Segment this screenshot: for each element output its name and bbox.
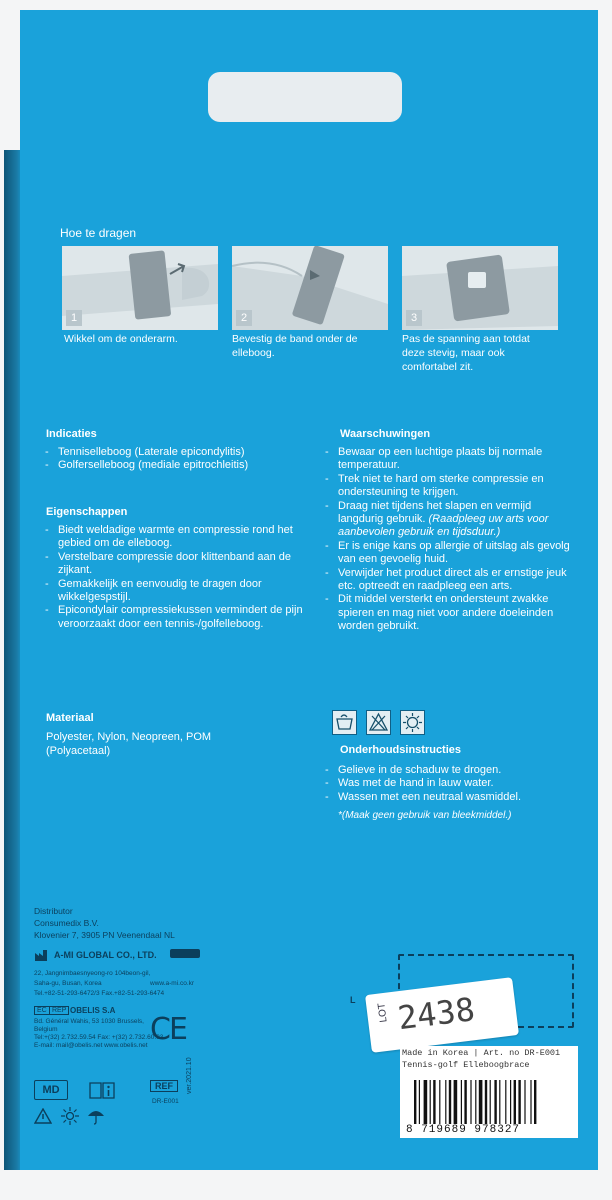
list-item: - Gelieve in de schaduw te drogen. [322, 764, 572, 777]
manufacturer-name: A-MI GLOBAL CO., LTD. [54, 950, 157, 960]
ec-badge: EC [34, 1006, 50, 1015]
step-2-number: 2 [236, 310, 252, 326]
ami-logo [170, 949, 200, 958]
list-item: - Golferselleboog (mediale epitrochleitis) [42, 459, 312, 472]
lot-number: 2438 [395, 990, 477, 1038]
onderhoud-note: *(Maak geen gebruik van bleekmiddel.) [338, 810, 512, 821]
list-item: - Verwijder het product direct als er ernstige jeuk etc. optreedt en raadpleeg een arts. [322, 567, 572, 594]
materiaal-text: Polyester, Nylon, Neopreen, POM (Polyacetaal) [46, 731, 212, 757]
ce-mark: CE [150, 1012, 186, 1047]
manufacturer-icon [34, 948, 48, 962]
lot-frame-label: L [350, 995, 356, 1005]
elbow-band-icon [232, 246, 388, 330]
list-item: - Gemakkelijk en eenvoudig te dragen door wikkelgespstijl. [42, 578, 304, 605]
list-item: - Verstelbare compressie door klittenband aan de zijkant. [42, 551, 304, 578]
step-2-illustration [232, 246, 388, 330]
lot-label: LOT [376, 1002, 390, 1023]
onderhoud-list [322, 764, 572, 804]
adjust-tension-icon [402, 246, 558, 330]
waarschuwingen-title: Waarschuwingen [340, 428, 431, 440]
rep-badge: REP [49, 1006, 69, 1015]
ec-rep-line4: E-mail: mail@obelis.net www.obelis.net [34, 1042, 148, 1049]
how-to-title: Hoe te dragen [60, 226, 137, 240]
barcode-bars [414, 1080, 570, 1124]
list-item: - Epicondylair compressiekussen vermindert de pijn veroorzaakt door een tennis-/golfelleboog. [42, 604, 304, 631]
product-label-line1: Made in Korea | Art. no DR-E001 [402, 1048, 561, 1058]
list-item: - Wassen met een neutraal wasmiddel. [322, 791, 572, 804]
list-item: - Draag niet tijdens het slapen en vermijd langdurig gebruik. (Raadpleeg uw arts voor aanbevolen gebruik en tijdsduur.) [322, 500, 572, 540]
distributor-label: Distributor [34, 906, 73, 916]
indicaties-title: Indicaties [46, 428, 97, 440]
indicaties-list [42, 446, 312, 473]
distributor-address: Klovenier 7, 3905 PN Veenendaal NL [34, 930, 175, 940]
ec-rep-name: OBELIS S.A [70, 1006, 116, 1015]
hand-wash-icon [332, 710, 357, 735]
step-1-caption: Wikkel om de onderarm. [64, 333, 178, 345]
list-item: - Tenniselleboog (Laterale epicondylitis) [42, 446, 312, 459]
keep-away-from-sunlight-icon [60, 1106, 80, 1126]
materiaal-title: Materiaal [46, 712, 94, 724]
no-bleach-icon [366, 710, 391, 735]
list-item: - Biedt weldadige warmte en compressie rond het gebied om de elleboog. [42, 524, 304, 551]
manufacturer-phone: Tel.+82-51-293-6472/3 Fax.+82-51-293-6474 [34, 990, 165, 997]
version-label: ver.2021.10 [186, 1057, 193, 1094]
ref-code: DR-E001 [152, 1098, 179, 1105]
arm-wrap-icon [62, 246, 218, 330]
hanger-slot [208, 72, 402, 122]
ec-rep-line2: Belgium [34, 1026, 58, 1033]
list-item: - Dit middel versterkt en ondersteunt zwakke spieren en mag niet voor andere doeleinden worden gebruikt. [322, 593, 572, 633]
ec-rep-line3: Tel:+(32) 2.732.59.54 Fax: +(32) 2.732.60.03 [34, 1034, 164, 1041]
keep-dry-icon [86, 1106, 106, 1126]
list-item: - Er is enige kans op allergie of uitslag als gevolg van een gevoelig huid. [322, 540, 572, 567]
consult-instructions-icon [88, 1080, 118, 1100]
step-3-caption: Pas de spanning aan totdat deze stevig, maar ook comfortabel zit. [402, 333, 530, 373]
step-3-illustration [402, 246, 558, 330]
manufacturer-address2: Saha-gu, Busan, Korea [34, 980, 102, 987]
ref-symbol: REF [150, 1080, 178, 1092]
step-1-illustration [62, 246, 218, 330]
distributor-name: Consumedix B.V. [34, 918, 99, 928]
ec-rep-line1: Bd. Général Wahis, 53 1030 Brussels, [34, 1018, 144, 1025]
manufacturer-address1: 22, Jangnimbaesnyeong-ro 104beon-gil, [34, 970, 151, 977]
barcode-label [400, 1046, 578, 1138]
step-2-caption: Bevestig de band onder de elleboog. [232, 333, 358, 359]
product-label-line2: Tennis-golf Elleboogbrace [402, 1060, 530, 1070]
manufacturer-web: www.a-mi.co.kr [150, 980, 195, 987]
list-item: - Trek niet te hard om sterke compressie en ondersteuning te krijgen. [322, 473, 572, 500]
list-item: - Was met de hand in lauw water. [322, 777, 572, 790]
eigenschappen-title: Eigenschappen [46, 506, 128, 518]
warning-icon [34, 1108, 52, 1124]
dry-in-shade-icon [400, 710, 425, 735]
barcode-digits: 8 719689 978327 [406, 1124, 521, 1136]
list-item: - Bewaar op een luchtige plaats bij normale temperatuur. [322, 446, 572, 473]
onderhoud-title: Onderhoudsinstructies [340, 744, 462, 756]
step-1-number: 1 [66, 310, 82, 326]
waarschuwingen-list [322, 446, 572, 634]
md-symbol: MD [34, 1080, 68, 1100]
eigenschappen-list [42, 524, 304, 631]
step-3-number: 3 [406, 310, 422, 326]
